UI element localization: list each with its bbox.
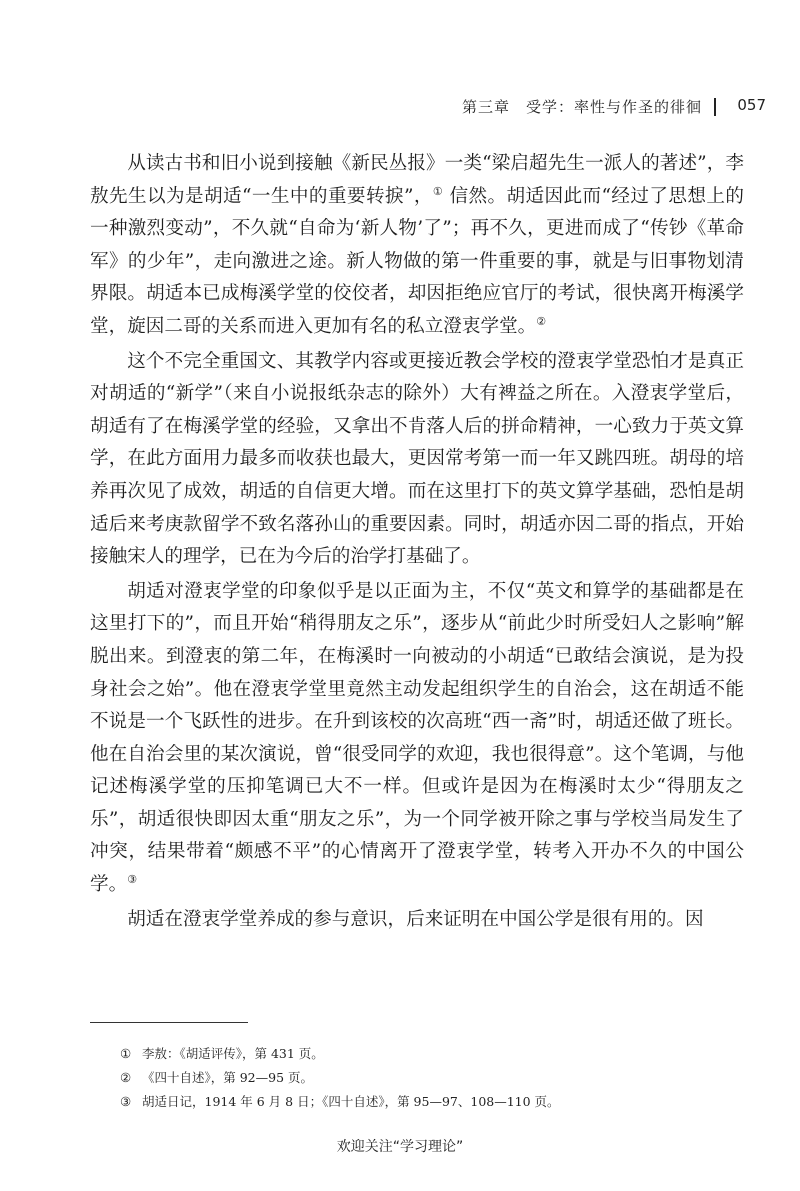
paragraph (90, 576, 744, 902)
footnote-text: 胡适日记，1914 年 6 月 8 日；《四十自述》，第 95—97、108—110 页。 (142, 1094, 560, 1109)
footnote (120, 1090, 740, 1114)
footnote-divider (90, 1022, 248, 1023)
footnote-ref: ③ (127, 872, 138, 886)
footnote-text: 李敖：《胡适评传》，第 431 页。 (142, 1046, 324, 1061)
paragraph (90, 346, 744, 574)
paragraph (90, 904, 744, 937)
paragraph (90, 148, 744, 344)
running-header (90, 96, 766, 122)
paragraph-text: 信然。胡适因此而“经过了思想上的一种激烈变动”，不久就“自命为‘新人物’了”；再不久，更进而成了“传钞《革命军》的少年”，走向激进之途。新人物做的第一件重要的事，就是与旧事物划清界限。胡适本已成梅溪学堂的佼佼者，却因拒绝应官厅的考试，很快离开梅溪学堂，旋因二哥的关系而进入更加有名的私立澄衷学堂。 (90, 185, 744, 337)
footnote (120, 1042, 740, 1066)
footnote (120, 1066, 740, 1090)
footnotes (120, 1042, 740, 1114)
footnote-number: ① (120, 1046, 132, 1061)
page-number: 057 (737, 96, 766, 114)
paragraph-text: 胡适在澄衷学堂养成的参与意识，后来证明在中国公学是很有用的。因 (127, 908, 704, 930)
paragraph-text: 这个不完全重国文、其教学内容或更接近教会学校的澄衷学堂恐怕才是真正对胡适的“新学”（来自小说报纸杂志的除外）大有裨益之所在。入澄衷学堂后，胡适有了在梅溪学堂的经验，又拿出不肯落人后的拼命精神，一心致力于英文算学，在此方面用力最多而收获也最大，更因常考第一而一年又跳四班。胡母的培养再次见了成效，胡适的自信更大增。而在这里打下的英文算学基础，恐怕是胡适后来考庚款留学不致名落孙山的重要因素。同时，胡适亦因二哥的指点，开始接触宋人的理学，已在为今后的治学打基础了。 (90, 350, 744, 568)
footnote-ref: ① (432, 184, 444, 198)
page-footer: 欢迎关注“学习理论” (336, 1139, 464, 1155)
footnote-number: ③ (120, 1094, 132, 1109)
footnote-number: ② (120, 1070, 132, 1085)
footnote-text: 《四十自述》，第 92—95 页。 (142, 1070, 314, 1085)
footnote-ref: ② (536, 314, 547, 328)
paragraph-text: 从读古书和旧小说到接触《新民丛报》一类“梁启超先生一派人的著述”，李敖先生以为是胡适“一生中的重要转捩”， (90, 153, 744, 207)
chapter-title: 第三章 受学：率性与作圣的徘徊 (461, 98, 702, 116)
header-divider (714, 98, 716, 116)
body-text (90, 148, 744, 936)
paragraph-text: 胡适对澄衷学堂的印象似乎是以正面为主，不仅“英文和算学的基础都是在这里打下的”，而且开始“稍得朋友之乐”，逐步从“前此少时所受妇人之影响”解脱出来。到澄衷的第二年，在梅溪时一向被动的小胡适“已敢结会演说，是为投身社会之始”。他在澄衷学堂里竟然主动发起组织学生的自治会，这在胡适不能不说是一个飞跃性的进步。在升到该校的次高班“西一斋”时，胡适还做了班长。他在自治会里的某次演说，曾“很受同学的欢迎，我也很得意”。这个笔调，与他记述梅溪学堂的压抑笔调已大不一样。但或许是因为在梅溪时太少“得朋友之乐”，胡适很快即因太重“朋友之乐”，为一个同学被开除之事与学校当局发生了冲突，结果带着“颇感不平”的心情离开了澄衷学堂，转考入开办不久的中国公学。 (90, 580, 744, 896)
